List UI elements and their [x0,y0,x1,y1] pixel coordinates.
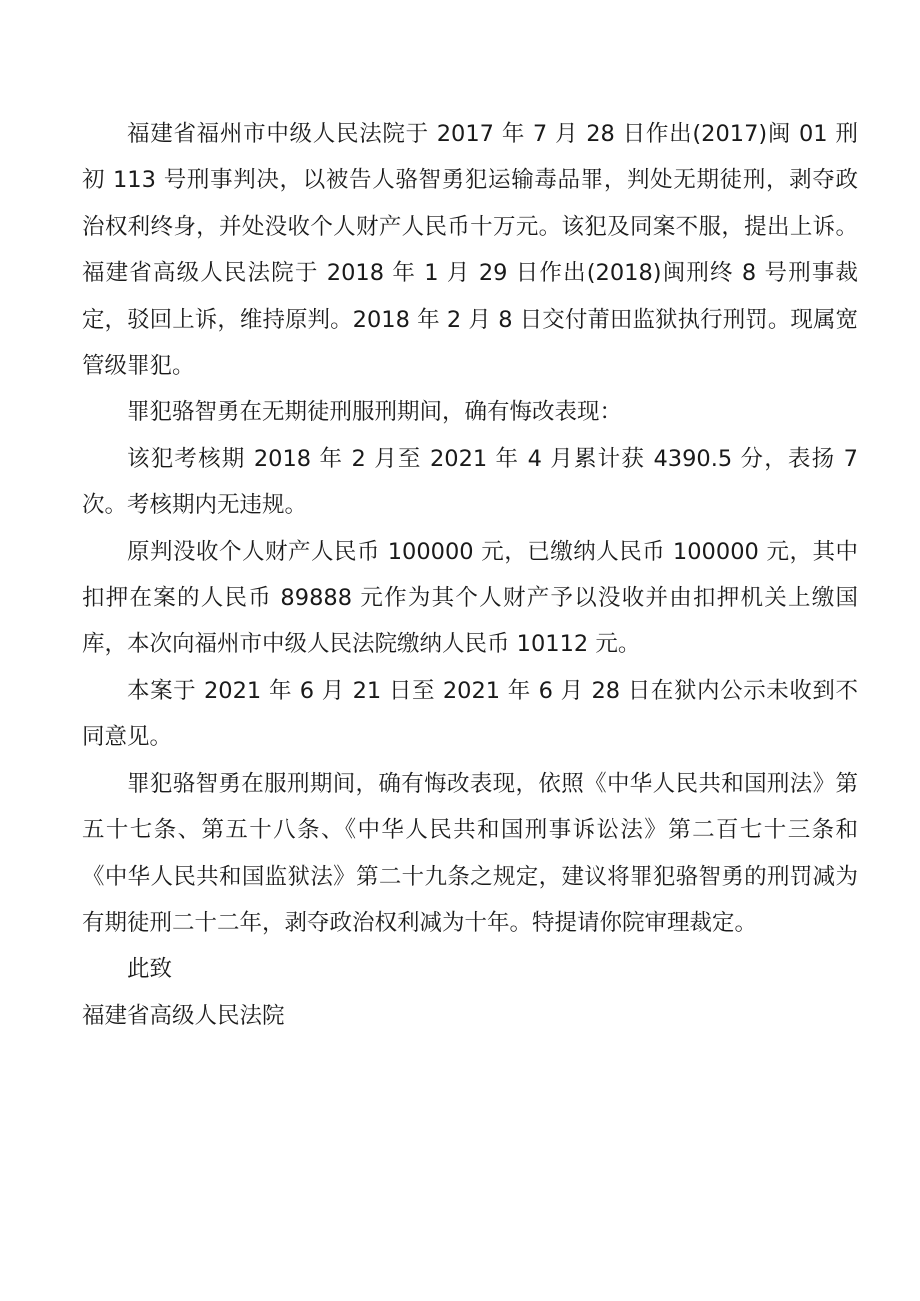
paragraph-assessment: 该犯考核期 2018 年 2 月至 2021 年 4 月累计获 4390.5 分，表扬 7 次。考核期内无违规。 [82,445,858,519]
paragraph-recommendation: 罪犯骆智勇在服刑期间，确有悔改表现，依照《中华人民共和国刑法》第五十七条、第五十八条、《中华人民共和国刑事诉讼法》第二百七十三条和《中华人民共和国监狱法》第二十九条之规定，建议将罪犯骆智勇的刑罚减为有期徒刑二十二年，剥夺政治权利减为十年。特提请你院审理裁定。 [82,770,858,936]
paragraph-case-history: 福建省福州市中级人民法院于 2017 年 7 月 28 日作出(2017)闽 01 刑初 113 号刑事判决，以被告人骆智勇犯运输毒品罪，判处无期徒刑，剥夺政治权利终身，并处没收个人财产人民币十万元。该犯及同案不服，提出上诉。福建省高级人民法院于 2018 年 1 月 29 日作出(2018)闽刑终 8 号刑事裁定，驳回上诉，维持原判。2018 年 2 月 8 日交付莆田监狱执行刑罚。现属宽管级罪犯。 [82,121,858,380]
addressee: 福建省高级人民法院 [82,1002,285,1029]
paragraph-property-confiscation: 原判没收个人财产人民币 100000 元，已缴纳人民币 100000 元，其中扣押在案的人民币 89888 元作为其个人财产予以没收并由扣押机关上缴国库，本次向福州市中级人民法院缴纳人民币 10112 元。 [82,538,858,658]
paragraph-remorse-statement: 罪犯骆智勇在无期徒刑服刑期间，确有悔改表现： [127,399,623,426]
document-body [82,111,858,1039]
salutation: 此致 [127,956,173,983]
paragraph-publicity: 本案于 2021 年 6 月 21 日至 2021 年 6 月 28 日在狱内公示未收到不同意见。 [82,677,858,751]
